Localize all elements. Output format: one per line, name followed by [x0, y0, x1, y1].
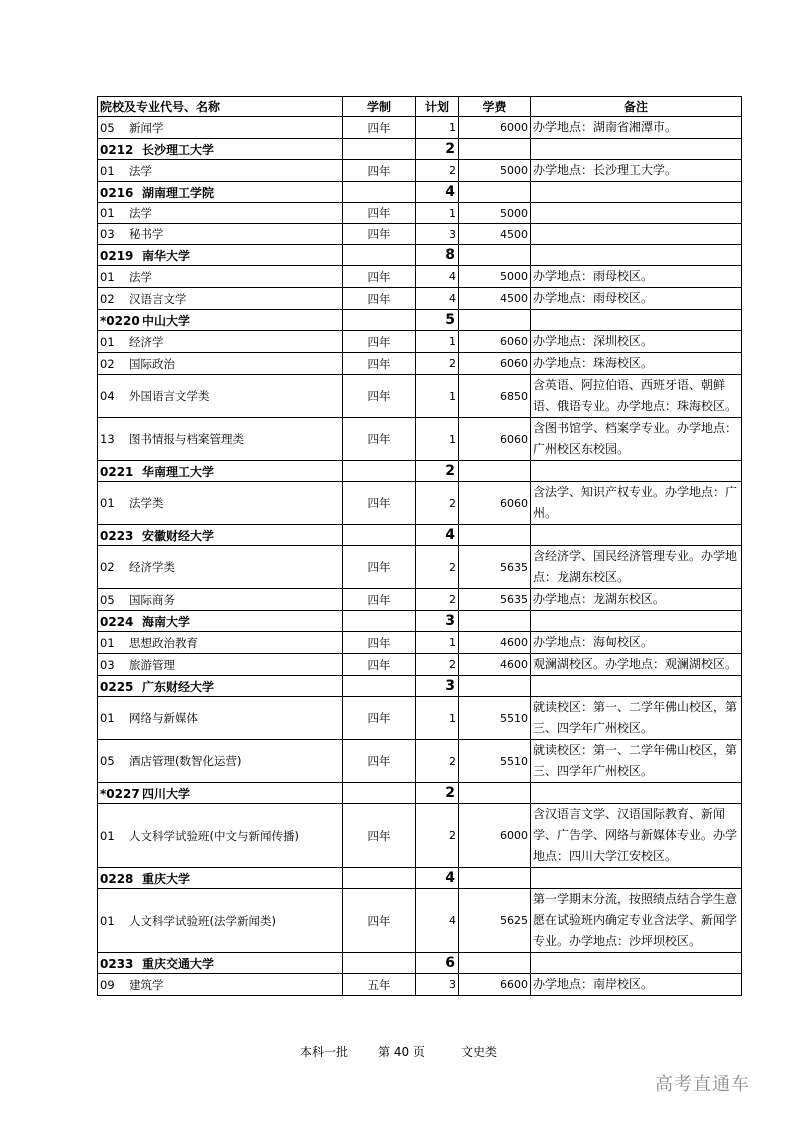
major-plan: 1: [416, 203, 459, 224]
major-tuition: 4500: [459, 224, 531, 245]
major-code: 03: [100, 227, 115, 241]
major-plan: 2: [416, 160, 459, 182]
school-name: 重庆大学: [142, 871, 191, 886]
major-name-cell: [98, 632, 343, 654]
school-remarks-cell: [531, 310, 742, 331]
major-row: [98, 889, 742, 953]
school-duration-cell: [343, 676, 416, 697]
school-name-cell: [98, 310, 343, 331]
school-row: [98, 461, 742, 482]
watermark: 高考直通车: [655, 1074, 750, 1095]
school-name-cell: [98, 953, 343, 974]
school-plan-total: 3: [416, 676, 459, 697]
major-name: 外国语言文学类: [129, 389, 210, 403]
major-code: 02: [100, 291, 115, 306]
major-tuition: 6000: [459, 117, 531, 139]
major-name: 经济学类: [129, 560, 175, 574]
school-name: 海南大学: [142, 614, 191, 629]
school-remarks-cell: [531, 245, 742, 266]
major-row: [98, 804, 742, 868]
major-name: 秘书学: [129, 227, 164, 241]
major-tuition: 4500: [459, 288, 531, 310]
school-row: [98, 310, 742, 331]
major-name: 汉语言文学: [129, 291, 187, 306]
major-tuition: 5000: [459, 160, 531, 182]
school-row: [98, 139, 742, 160]
major-name-cell: [98, 589, 343, 611]
school-tuition-cell: [459, 182, 531, 203]
major-duration: 四年: [343, 160, 416, 182]
major-row: [98, 353, 742, 375]
header-remarks: 备注: [531, 97, 742, 117]
header-name: 院校及专业代号、名称: [98, 97, 343, 117]
major-plan: 2: [416, 546, 459, 589]
school-code: 0223: [100, 528, 134, 543]
school-tuition-cell: [459, 783, 531, 804]
major-tuition: 5625: [459, 889, 531, 953]
major-code: 13: [100, 432, 115, 446]
school-row: [98, 525, 742, 546]
major-plan: 2: [416, 654, 459, 676]
school-code: 0219: [100, 248, 134, 263]
major-code: 09: [100, 977, 115, 992]
school-row: [98, 953, 742, 974]
major-duration: 四年: [343, 418, 416, 461]
major-plan: 4: [416, 889, 459, 953]
major-name-cell: [98, 889, 343, 953]
major-tuition: 5635: [459, 589, 531, 611]
major-remarks: 办学地点：雨母校区。: [531, 266, 742, 288]
major-name-cell: [98, 224, 343, 245]
major-remarks: 办学地点：深圳校区。: [531, 331, 742, 353]
major-name: 建筑学: [129, 977, 164, 992]
major-row: [98, 740, 742, 783]
major-row: [98, 117, 742, 139]
school-name: 四川大学: [142, 786, 191, 801]
school-remarks-cell: [531, 868, 742, 889]
major-remarks: 观澜湖校区。办学地点：观澜湖校区。: [531, 654, 742, 676]
major-plan: 2: [416, 482, 459, 525]
major-name-cell: [98, 418, 343, 461]
major-name: 人文科学试验班(法学新闻类): [129, 913, 276, 928]
major-duration: 四年: [343, 889, 416, 953]
major-duration: 四年: [343, 203, 416, 224]
major-name: 网络与新媒体: [129, 711, 198, 725]
school-row: [98, 676, 742, 697]
school-duration-cell: [343, 611, 416, 632]
major-name: 法学: [129, 269, 152, 284]
school-plan-total: 4: [416, 525, 459, 546]
school-duration-cell: [343, 139, 416, 160]
major-plan: 3: [416, 224, 459, 245]
major-plan: 1: [416, 117, 459, 139]
major-plan: 1: [416, 418, 459, 461]
major-name-cell: [98, 331, 343, 353]
school-tuition-cell: [459, 245, 531, 266]
major-remarks: 含经济学、国民经济管理专业。办学地点：龙湖东校区。: [531, 546, 742, 589]
major-name-cell: [98, 266, 343, 288]
school-code: 0221: [100, 464, 134, 479]
school-tuition-cell: [459, 461, 531, 482]
major-duration: 四年: [343, 224, 416, 245]
major-duration: 四年: [343, 331, 416, 353]
major-name: 法学: [129, 206, 152, 220]
major-code: 05: [100, 120, 115, 135]
major-name: 国际政治: [129, 356, 175, 371]
school-name: 湖南理工学院: [142, 185, 215, 200]
major-code: 01: [100, 163, 115, 178]
major-name: 旅游管理: [129, 657, 175, 672]
school-tuition-cell: [459, 525, 531, 546]
major-duration: 四年: [343, 654, 416, 676]
school-code: 0212: [100, 142, 134, 157]
school-name-cell: [98, 182, 343, 203]
school-tuition-cell: [459, 868, 531, 889]
major-tuition: 5510: [459, 697, 531, 740]
school-plan-total: 3: [416, 611, 459, 632]
major-plan: 2: [416, 589, 459, 611]
major-name-cell: [98, 546, 343, 589]
major-row: [98, 266, 742, 288]
school-plan-total: 6: [416, 953, 459, 974]
school-row: [98, 611, 742, 632]
school-code: *0220: [100, 313, 140, 328]
major-duration: 五年: [343, 974, 416, 996]
major-tuition: 6060: [459, 482, 531, 525]
school-remarks-cell: [531, 461, 742, 482]
major-remarks: 办学地点：南岸校区。: [531, 974, 742, 996]
major-tuition: 5510: [459, 740, 531, 783]
major-name-cell: [98, 740, 343, 783]
major-remarks: [531, 224, 742, 245]
major-name-cell: [98, 375, 343, 418]
school-tuition-cell: [459, 139, 531, 160]
major-remarks: 含英语、阿拉伯语、西班牙语、朝鲜语、俄语专业。办学地点：珠海校区。: [531, 375, 742, 418]
major-remarks: 办学地点：珠海校区。: [531, 353, 742, 375]
school-name: 中山大学: [142, 313, 191, 328]
major-row: [98, 546, 742, 589]
school-duration-cell: [343, 461, 416, 482]
major-tuition: 4600: [459, 632, 531, 654]
school-tuition-cell: [459, 676, 531, 697]
major-row: [98, 203, 742, 224]
major-code: 01: [100, 206, 115, 220]
school-duration-cell: [343, 868, 416, 889]
major-code: 01: [100, 496, 115, 510]
major-row: [98, 288, 742, 310]
major-name: 国际商务: [129, 592, 175, 607]
major-tuition: 6060: [459, 353, 531, 375]
major-duration: 四年: [343, 589, 416, 611]
major-row: [98, 331, 742, 353]
major-plan: 4: [416, 288, 459, 310]
major-duration: 四年: [343, 117, 416, 139]
major-name: 法学: [129, 163, 152, 178]
major-tuition: 6850: [459, 375, 531, 418]
major-name: 思想政治教育: [129, 635, 198, 650]
major-name: 人文科学试验班(中文与新闻传播): [129, 828, 299, 843]
school-name-cell: [98, 611, 343, 632]
major-name-cell: [98, 974, 343, 996]
school-code: 0224: [100, 614, 134, 629]
major-duration: 四年: [343, 697, 416, 740]
major-name-cell: [98, 353, 343, 375]
major-tuition: 5000: [459, 203, 531, 224]
school-name-cell: [98, 676, 343, 697]
major-row: [98, 375, 742, 418]
major-code: 01: [100, 913, 115, 928]
school-code: *0227: [100, 786, 140, 801]
major-name: 法学类: [129, 496, 164, 510]
school-name: 华南理工大学: [142, 464, 215, 479]
major-name-cell: [98, 654, 343, 676]
school-plan-total: 5: [416, 310, 459, 331]
school-duration-cell: [343, 245, 416, 266]
school-name: 重庆交通大学: [142, 956, 215, 971]
major-duration: 四年: [343, 353, 416, 375]
school-name-cell: [98, 525, 343, 546]
major-tuition: 6060: [459, 331, 531, 353]
footer-category: 文史类: [461, 1045, 498, 1059]
table-header-row: [98, 97, 742, 117]
major-plan: 2: [416, 740, 459, 783]
major-remarks: 就读校区：第一、二学年佛山校区，第三、四学年广州校区。: [531, 740, 742, 783]
major-plan: 1: [416, 697, 459, 740]
school-code: 0225: [100, 679, 134, 694]
major-name: 经济学: [129, 334, 164, 349]
school-name-cell: [98, 868, 343, 889]
school-plan-total: 4: [416, 868, 459, 889]
school-duration-cell: [343, 182, 416, 203]
school-tuition-cell: [459, 611, 531, 632]
major-name-cell: [98, 482, 343, 525]
major-remarks: 办学地点：雨母校区。: [531, 288, 742, 310]
major-remarks: 办学地点：长沙理工大学。: [531, 160, 742, 182]
school-code: 0216: [100, 185, 134, 200]
school-plan-total: 2: [416, 139, 459, 160]
major-remarks: 含法学、知识产权专业。办学地点：广州。: [531, 482, 742, 525]
school-name: 安徽财经大学: [142, 528, 215, 543]
major-name: 图书情报与档案管理类: [129, 432, 244, 446]
school-tuition-cell: [459, 953, 531, 974]
major-tuition: 4600: [459, 654, 531, 676]
school-row: [98, 245, 742, 266]
school-row: [98, 783, 742, 804]
school-duration-cell: [343, 953, 416, 974]
major-duration: 四年: [343, 375, 416, 418]
major-row: [98, 224, 742, 245]
major-remarks: 含图书馆学、档案学专业。办学地点：广州校区东校园。: [531, 418, 742, 461]
major-duration: 四年: [343, 632, 416, 654]
header-tuition: 学费: [459, 97, 531, 117]
major-tuition: 5635: [459, 546, 531, 589]
school-remarks-cell: [531, 611, 742, 632]
major-duration: 四年: [343, 804, 416, 868]
major-row: [98, 589, 742, 611]
major-plan: 2: [416, 804, 459, 868]
major-code: 01: [100, 269, 115, 284]
school-duration-cell: [343, 310, 416, 331]
major-plan: 3: [416, 974, 459, 996]
major-tuition: 6060: [459, 418, 531, 461]
major-code: 04: [100, 389, 115, 403]
header-plan: 计划: [416, 97, 459, 117]
major-name: 新闻学: [129, 120, 164, 135]
major-plan: 1: [416, 632, 459, 654]
school-plan-total: 8: [416, 245, 459, 266]
major-name-cell: [98, 804, 343, 868]
major-remarks: 办学地点：海甸校区。: [531, 632, 742, 654]
school-remarks-cell: [531, 953, 742, 974]
school-remarks-cell: [531, 525, 742, 546]
major-plan: 2: [416, 353, 459, 375]
major-row: [98, 160, 742, 182]
major-plan: 4: [416, 266, 459, 288]
table-body: [98, 117, 742, 996]
school-tuition-cell: [459, 310, 531, 331]
school-remarks-cell: [531, 182, 742, 203]
major-tuition: 6000: [459, 804, 531, 868]
major-code: 01: [100, 635, 115, 650]
school-duration-cell: [343, 525, 416, 546]
major-tuition: 6600: [459, 974, 531, 996]
school-remarks-cell: [531, 676, 742, 697]
footer-batch: 本科一批: [300, 1045, 349, 1059]
major-remarks: 办学地点：湖南省湘潭市。: [531, 117, 742, 139]
major-code: 02: [100, 560, 115, 574]
major-plan: 1: [416, 331, 459, 353]
major-row: [98, 654, 742, 676]
major-code: 05: [100, 754, 115, 768]
major-code: 03: [100, 657, 115, 672]
enrollment-plan-table: [97, 96, 742, 996]
school-name-cell: [98, 783, 343, 804]
major-row: [98, 974, 742, 996]
major-code: 01: [100, 828, 115, 843]
major-name-cell: [98, 203, 343, 224]
major-name-cell: [98, 117, 343, 139]
major-row: [98, 482, 742, 525]
school-remarks-cell: [531, 783, 742, 804]
school-code: 0228: [100, 871, 134, 886]
major-remarks: 含汉语言文学、汉语国际教育、新闻学、广告学、网络与新媒体专业。办学地点：四川大学江安校区。: [531, 804, 742, 868]
major-plan: 1: [416, 375, 459, 418]
major-remarks: [531, 203, 742, 224]
major-duration: 四年: [343, 546, 416, 589]
school-name: 广东财经大学: [142, 679, 215, 694]
school-row: [98, 182, 742, 203]
school-name: 长沙理工大学: [142, 142, 215, 157]
school-plan-total: 2: [416, 461, 459, 482]
footer-page-number: 第 40 页: [378, 1045, 425, 1059]
school-code: 0233: [100, 956, 134, 971]
major-tuition: 5000: [459, 266, 531, 288]
major-remarks: 办学地点：龙湖东校区。: [531, 589, 742, 611]
major-name-cell: [98, 160, 343, 182]
school-name-cell: [98, 139, 343, 160]
major-code: 05: [100, 592, 115, 607]
major-duration: 四年: [343, 266, 416, 288]
school-plan-total: 2: [416, 783, 459, 804]
school-plan-total: 4: [416, 182, 459, 203]
major-remarks: 就读校区：第一、二学年佛山校区，第三、四学年广州校区。: [531, 697, 742, 740]
major-row: [98, 697, 742, 740]
major-name: 酒店管理(数智化运营): [129, 754, 242, 768]
major-duration: 四年: [343, 288, 416, 310]
major-name-cell: [98, 697, 343, 740]
major-remarks: 第一学期末分流，按照绩点结合学生意愿在试验班内确定专业含法学、新闻学专业。办学地点：沙坪坝校区。: [531, 889, 742, 953]
school-name-cell: [98, 461, 343, 482]
major-row: [98, 418, 742, 461]
school-name-cell: [98, 245, 343, 266]
school-row: [98, 868, 742, 889]
header-duration: 学制: [343, 97, 416, 117]
major-code: 02: [100, 356, 115, 371]
school-duration-cell: [343, 783, 416, 804]
major-duration: 四年: [343, 482, 416, 525]
school-name: 南华大学: [142, 248, 191, 263]
major-code: 01: [100, 711, 115, 725]
school-remarks-cell: [531, 139, 742, 160]
major-duration: 四年: [343, 740, 416, 783]
major-code: 01: [100, 334, 115, 349]
major-row: [98, 632, 742, 654]
major-name-cell: [98, 288, 343, 310]
